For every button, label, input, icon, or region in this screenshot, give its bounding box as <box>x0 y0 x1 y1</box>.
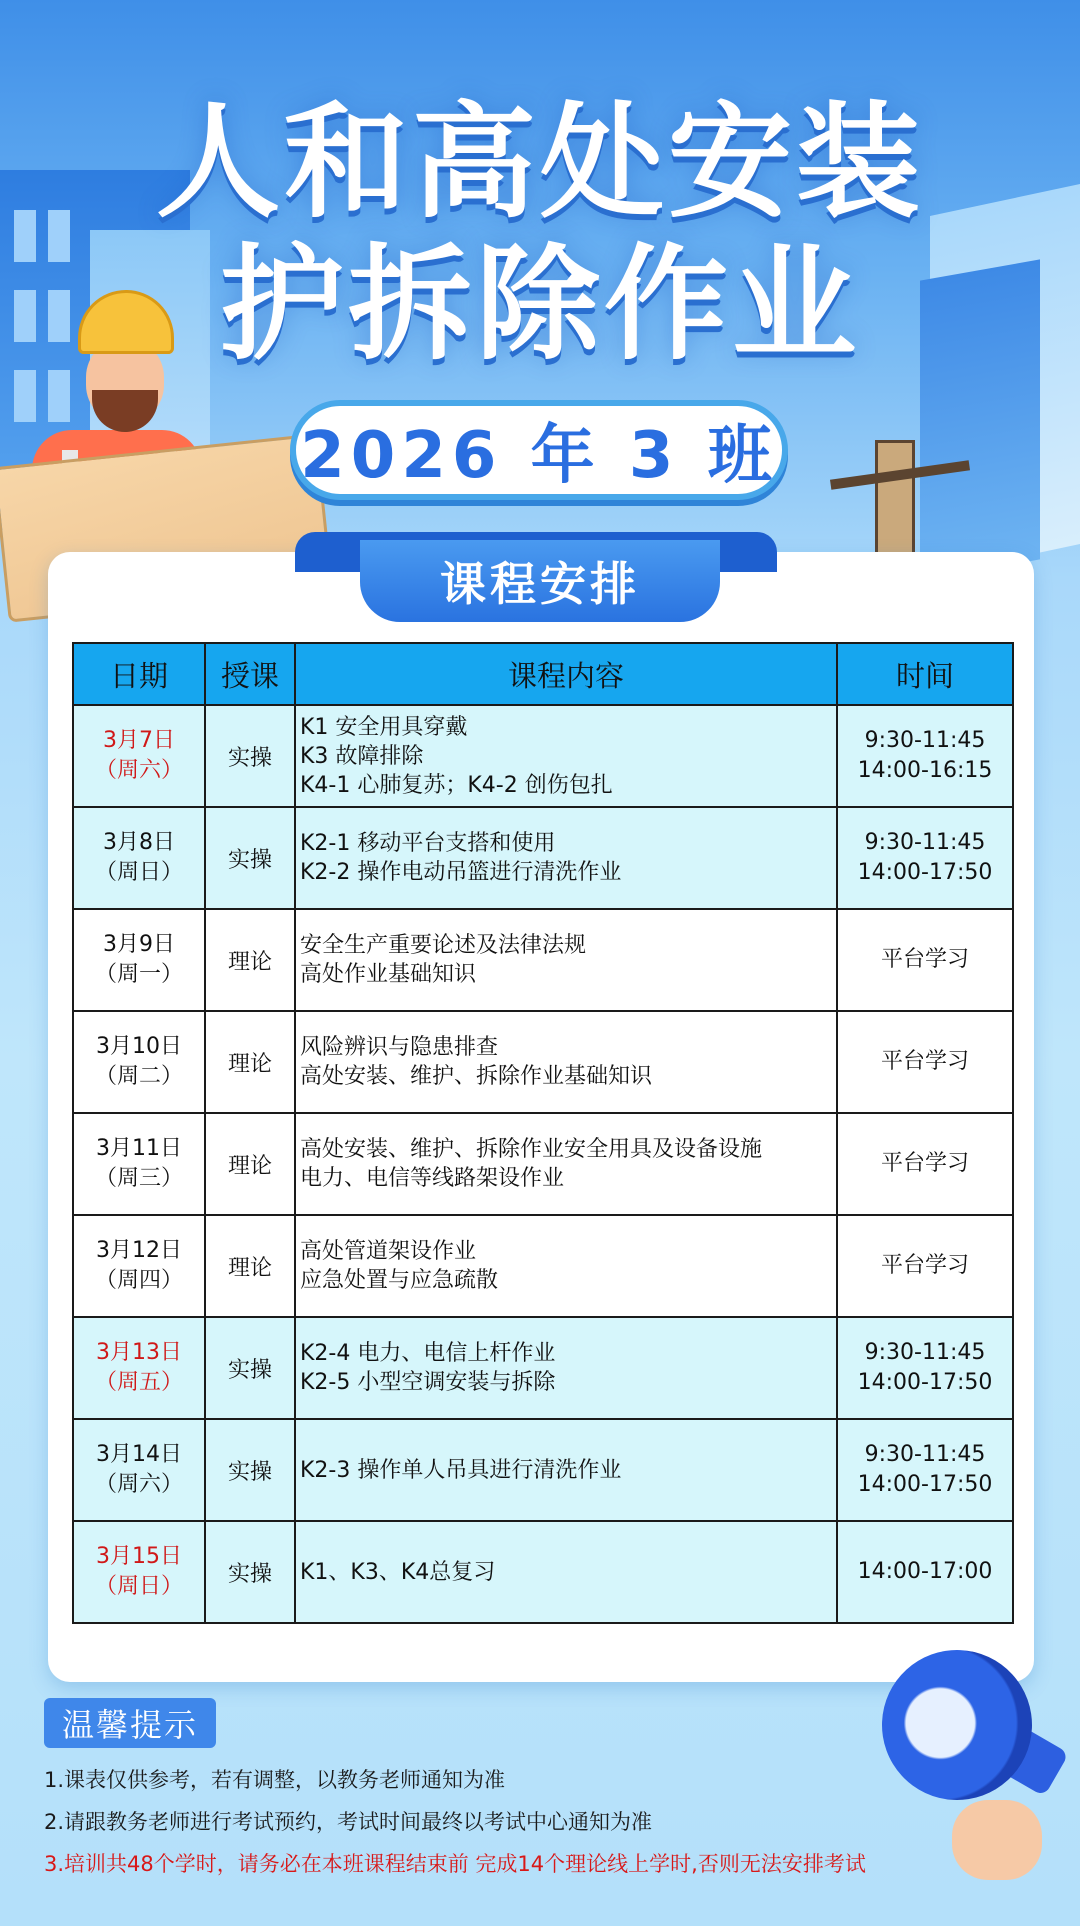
content-line: 应急处置与应急疏散 <box>300 1268 499 1293</box>
teach-cell: 实操 <box>205 1317 295 1419</box>
content-cell <box>295 705 837 807</box>
table-row <box>73 1521 1013 1623</box>
content-line: 电力、电信等线路架设作业 <box>300 1166 565 1191</box>
header-time: 时间 <box>837 643 1013 705</box>
content-line: K2-2 操作电动吊篮进行清洗作业 <box>300 860 622 885</box>
table-header-row <box>73 643 1013 705</box>
title-line-2: 护拆除作业 <box>219 233 860 377</box>
time-line: 14:00-16:15 <box>857 758 993 783</box>
table-row <box>73 1419 1013 1521</box>
tips-title-text: 温馨提示 <box>61 1706 198 1744</box>
class-label <box>290 400 788 500</box>
date-cell <box>73 1317 205 1419</box>
content-line: 高处管道架设作业 <box>300 1239 477 1264</box>
content-cell <box>295 1521 837 1623</box>
table-row <box>73 1011 1013 1113</box>
time-cell <box>837 705 1013 807</box>
weekday-text: （周四） <box>94 1268 183 1293</box>
teach-cell: 理论 <box>205 1011 295 1113</box>
class-label-text: 2026 年 3 班 <box>300 419 778 493</box>
table-row <box>73 1317 1013 1419</box>
date-text: 3月15日 <box>96 1544 182 1569</box>
content-line: K4-1 心肺复苏；K4-2 创伤包扎 <box>300 772 613 798</box>
date-cell <box>73 1011 205 1113</box>
table-row <box>73 909 1013 1011</box>
time-line: 9:30-11:45 <box>864 1340 986 1365</box>
table-row <box>73 1215 1013 1317</box>
time-line: 平台学习 <box>880 1151 969 1176</box>
time-line: 9:30-11:45 <box>864 830 986 855</box>
date-cell <box>73 1215 205 1317</box>
time-cell <box>837 1317 1013 1419</box>
date-cell <box>73 807 205 909</box>
date-text: 3月10日 <box>96 1034 182 1059</box>
teach-cell: 实操 <box>205 1521 295 1623</box>
time-line: 平台学习 <box>880 1049 969 1074</box>
time-line: 9:30-11:45 <box>864 728 986 753</box>
table-row <box>73 705 1013 807</box>
table-row <box>73 807 1013 909</box>
date-text: 3月8日 <box>103 830 175 855</box>
content-line: 高处作业基础知识 <box>300 962 477 987</box>
date-cell <box>73 1419 205 1521</box>
date-text: 3月13日 <box>96 1340 182 1365</box>
weekday-text: （周日） <box>94 860 183 885</box>
content-line: K2-5 小型空调安装与拆除 <box>300 1370 556 1395</box>
content-line: K2-3 操作单人吊具进行清洗作业 <box>300 1457 622 1483</box>
teach-cell: 理论 <box>205 909 295 1011</box>
tips-title <box>44 1698 216 1748</box>
title-line-1: 人和高处安装 <box>155 91 924 235</box>
teach-cell: 理论 <box>205 1113 295 1215</box>
content-cell <box>295 1215 837 1317</box>
content-line: 高处安装、维护、拆除作业基础知识 <box>300 1064 653 1089</box>
content-cell <box>295 1317 837 1419</box>
content-line: 风险辨识与隐患排查 <box>300 1035 499 1060</box>
content-line: K2-1 移动平台支搭和使用 <box>300 831 556 856</box>
content-line: K2-4 电力、电信上杆作业 <box>300 1341 556 1366</box>
date-text: 3月12日 <box>96 1238 182 1263</box>
time-line: 平台学习 <box>880 1253 969 1278</box>
weekday-text: （周六） <box>94 1472 183 1497</box>
date-cell <box>73 1113 205 1215</box>
weekday-text: （周五） <box>94 1370 183 1395</box>
content-line: K1、K3、K4总复习 <box>300 1559 496 1585</box>
time-cell <box>837 807 1013 909</box>
content-cell <box>295 1011 837 1113</box>
date-text: 3月11日 <box>96 1136 182 1161</box>
tip-item-2: 2.请跟教务老师进行考试预约，考试时间最终以考试中心通知为准 <box>44 1810 653 1834</box>
teach-cell: 实操 <box>205 1419 295 1521</box>
tip-item-1: 1.课表仅供参考，若有调整，以教务老师通知为准 <box>44 1768 506 1792</box>
time-line: 平台学习 <box>880 947 969 972</box>
header-teach: 授课 <box>205 643 295 705</box>
weekday-text: （周日） <box>94 1574 183 1599</box>
hand-icon <box>952 1800 1042 1880</box>
date-cell <box>73 1521 205 1623</box>
content-line: K3 故障排除 <box>300 743 424 769</box>
megaphone-icon <box>862 1640 1072 1880</box>
schedule-table <box>72 642 1014 1624</box>
date-text: 3月9日 <box>103 932 175 957</box>
tip-item-3: 3.培训共48个学时，请务必在本班课程结束前 完成14个理论线上学时,否则无法安排考试 <box>44 1852 866 1876</box>
time-cell <box>837 1419 1013 1521</box>
time-cell <box>837 1521 1013 1623</box>
poster-title <box>0 92 1080 376</box>
time-line: 14:00-17:50 <box>857 1472 993 1497</box>
content-cell <box>295 1113 837 1215</box>
time-cell <box>837 909 1013 1011</box>
teach-cell: 实操 <box>205 807 295 909</box>
content-line: 高处安装、维护、拆除作业安全用具及设备设施 <box>300 1137 763 1162</box>
weekday-text: （周一） <box>94 962 183 987</box>
date-text: 3月7日 <box>103 728 175 753</box>
time-line: 14:00-17:50 <box>857 1370 993 1395</box>
section-title <box>360 540 720 622</box>
content-cell <box>295 1419 837 1521</box>
header-content: 课程内容 <box>295 643 837 705</box>
date-cell <box>73 705 205 807</box>
time-line: 9:30-11:45 <box>864 1442 986 1467</box>
content-cell <box>295 807 837 909</box>
weekday-text: （周三） <box>94 1166 183 1191</box>
time-line: 14:00-17:50 <box>857 860 993 885</box>
table-row <box>73 1113 1013 1215</box>
time-line: 14:00-17:00 <box>857 1559 993 1584</box>
time-cell <box>837 1215 1013 1317</box>
content-line: K1 安全用具穿戴 <box>300 714 468 740</box>
time-cell <box>837 1011 1013 1113</box>
date-text: 3月14日 <box>96 1442 182 1467</box>
section-title-text: 课程安排 <box>440 557 640 611</box>
header-date: 日期 <box>73 643 205 705</box>
content-line: 安全生产重要论述及法律法规 <box>300 933 587 958</box>
content-cell <box>295 909 837 1011</box>
time-cell <box>837 1113 1013 1215</box>
teach-cell: 实操 <box>205 705 295 807</box>
weekday-text: （周六） <box>94 758 183 783</box>
weekday-text: （周二） <box>94 1064 183 1089</box>
teach-cell: 理论 <box>205 1215 295 1317</box>
date-cell <box>73 909 205 1011</box>
